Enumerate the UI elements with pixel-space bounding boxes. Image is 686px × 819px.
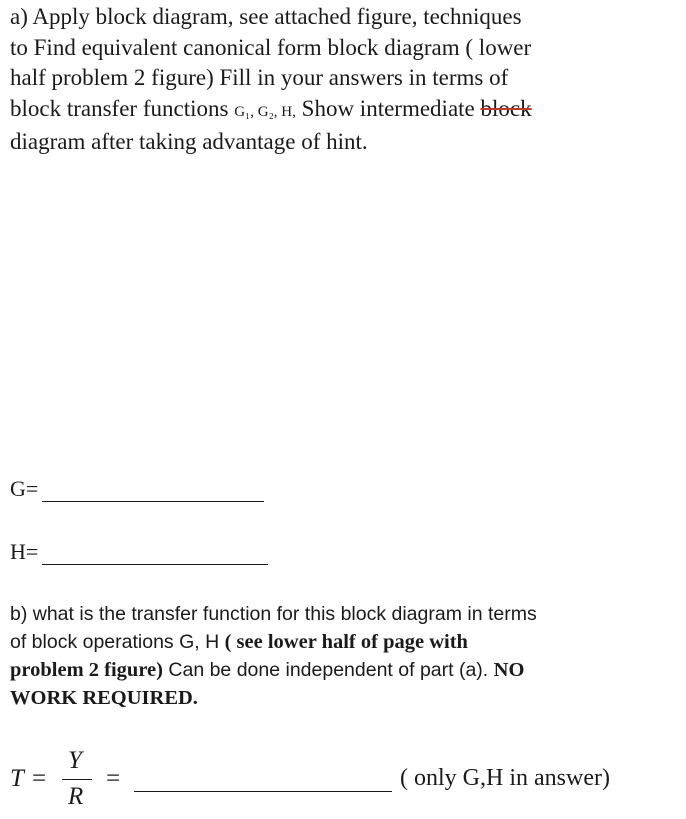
part-b-line-3-bold: problem 2 figure) <box>10 659 163 681</box>
formula-answer-blank[interactable] <box>134 791 392 792</box>
h-answer-blank[interactable] <box>42 544 268 565</box>
transfer-function-formula <box>10 745 686 815</box>
formula-equals-1: = <box>32 765 47 792</box>
part-a-question <box>10 2 682 158</box>
part-b-line-2-bold: ( see lower half of page with <box>224 631 468 653</box>
part-a-line-2: to Find equivalent canonical form block diagram ( lower <box>10 34 532 60</box>
part-b-line-3-rest: Can be done independent of part (a). <box>162 659 494 681</box>
part-a-line-1: a) Apply block diagram, see attached figure, techniques <box>10 4 522 29</box>
part-b-line-2-start: of block operations G, H <box>10 631 225 653</box>
part-b-line-2 <box>10 628 682 656</box>
formula-numerator: Y <box>68 747 82 774</box>
part-b-line-3 <box>10 656 682 684</box>
g-answer-label: G= <box>10 476 39 501</box>
part-b-line-4: WORK REQUIRED. <box>10 687 198 709</box>
formula-denominator: R <box>68 783 84 810</box>
g-answer-blank[interactable] <box>42 481 264 502</box>
part-b-question <box>10 600 682 712</box>
formula-note: ( only G,H in answer) <box>400 765 610 791</box>
part-a-line-4 <box>10 94 682 128</box>
struck-word: block <box>480 95 532 121</box>
h-answer-label: H= <box>10 539 39 564</box>
h-answer-row <box>10 539 268 565</box>
part-a-line-5: diagram after taking advantage of hint. <box>10 129 368 154</box>
line-4-mid: Show intermediate <box>295 95 481 121</box>
transfer-function-symbols: G₁, G₂, H, <box>234 103 296 120</box>
line-4-start: block transfer functions <box>10 95 235 121</box>
part-a-line-3: half problem 2 figure) Fill in your answers in terms of <box>10 65 509 90</box>
formula-fraction-bar <box>62 779 92 780</box>
g-answer-row <box>10 476 264 502</box>
part-b-line-1: b) what is the transfer function for this block diagram in terms <box>10 603 537 625</box>
formula-lhs: T <box>10 765 24 792</box>
part-b-no: NO <box>493 659 525 681</box>
formula-equals-2: = <box>106 765 121 792</box>
